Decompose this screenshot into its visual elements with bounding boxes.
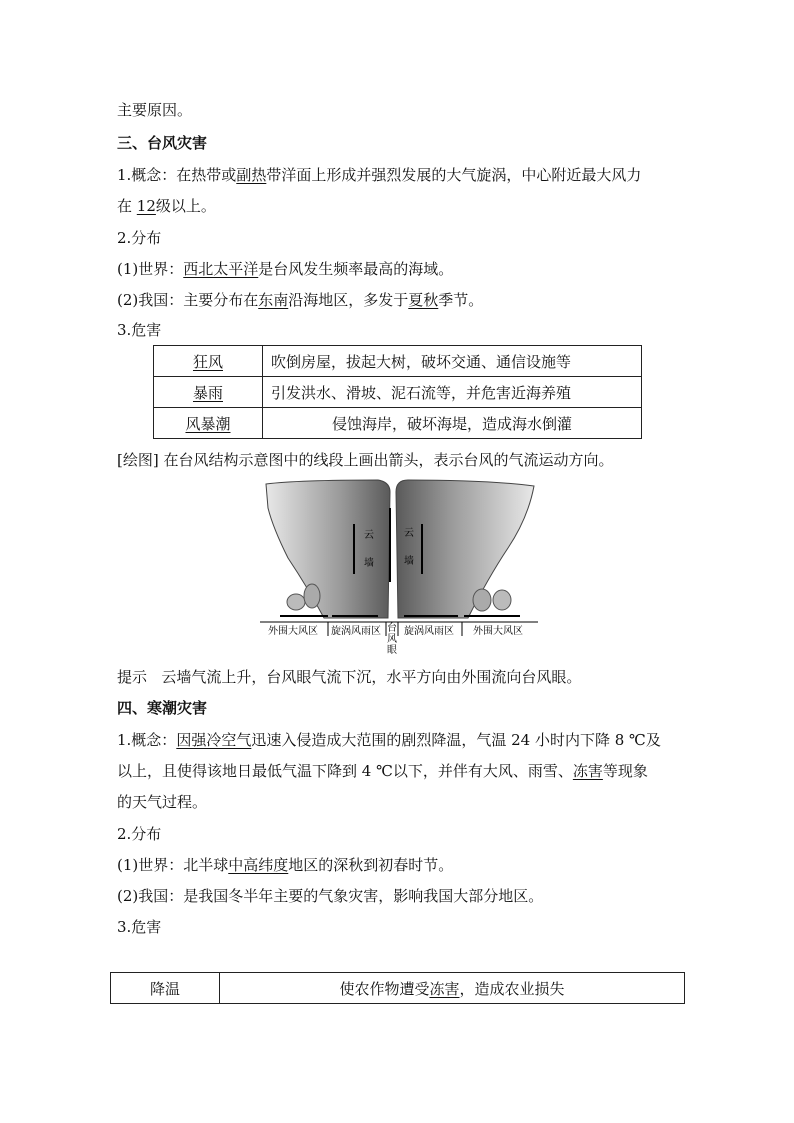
cloud-right bbox=[396, 480, 534, 618]
drawing-instruction: [绘图] 在台风结构示意图中的线段上画出箭头，表示台风的气流运动方向。 bbox=[117, 451, 614, 469]
answer-blank: 东南 bbox=[258, 291, 289, 309]
table-row bbox=[154, 377, 642, 408]
table-value: 引发洪水、滑坡、泥石流等，并危害近海养殖 bbox=[271, 383, 572, 402]
typhoon-dist-world: (1)世界：西北太平洋是台风发生频率最高的海域。 bbox=[117, 260, 454, 278]
typhoon-harm-title: 3.危害 bbox=[117, 321, 162, 339]
table-row: 降温 使农作物遭受冻害，造成农业损失 bbox=[111, 973, 685, 1004]
answer-blank: 西北太平洋 bbox=[183, 260, 259, 278]
zone-label: 旋涡风雨区 bbox=[331, 626, 381, 637]
cold-dist-title: 2.分布 bbox=[117, 825, 162, 843]
cloud-wall-label: 墙 bbox=[404, 556, 414, 567]
typhoon-concept-cont: 在 12级以上。 bbox=[117, 197, 216, 215]
cloud-left bbox=[266, 480, 390, 618]
table-key: 狂风 bbox=[192, 352, 223, 371]
table-row bbox=[154, 408, 642, 439]
table-value: 吹倒房屋，拔起大树，破坏交通、通信设施等 bbox=[271, 352, 572, 371]
cloud-wall-label: 云 bbox=[364, 530, 374, 541]
table-key: 暴雨 bbox=[192, 383, 223, 402]
answer-blank: 夏秋 bbox=[408, 291, 439, 309]
zone-label: 旋涡风雨区 bbox=[404, 626, 454, 637]
zone-label: 外围大风区 bbox=[268, 626, 318, 637]
cold-concept-cont: 以上，且使得该地日最低气温下降到 4 ℃以下，并伴有大风、雨雪、冻害等现象 bbox=[117, 762, 648, 780]
section-title-typhoon: 三、台风灾害 bbox=[117, 134, 208, 152]
table-key: 风暴潮 bbox=[185, 414, 231, 433]
cold-dist-china: (2)我国：是我国冬半年主要的气象灾害，影响我国大部分地区。 bbox=[117, 887, 544, 905]
table-key: 降温 bbox=[149, 979, 180, 998]
typhoon-concept: 1.概念：在热带或副热带洋面上形成并强烈发展的大气旋涡，中心附近最大风力 bbox=[117, 166, 642, 184]
typhoon-structure-diagram bbox=[258, 478, 540, 656]
cloud-wall-label: 云 bbox=[404, 528, 414, 539]
text-line: 主要原因。 bbox=[117, 101, 193, 119]
table-row bbox=[154, 346, 642, 377]
eye-label: 台 bbox=[387, 623, 397, 634]
zone-label: 外围大风区 bbox=[473, 626, 523, 637]
cloud-puff bbox=[493, 590, 511, 610]
cloud-puff bbox=[287, 594, 305, 610]
typhoon-hazard-table bbox=[153, 345, 642, 439]
cold-concept-cont: 的天气过程。 bbox=[117, 793, 208, 811]
cold-dist-world: (1)世界：北半球中高纬度地区的深秋到初春时节。 bbox=[117, 856, 454, 874]
answer-blank: 冻害 bbox=[572, 762, 603, 780]
eye-label: 风 bbox=[387, 634, 397, 645]
table-value: 侵蚀海岸，破坏海堤，造成海水倒灌 bbox=[331, 414, 572, 433]
answer-blank: 12 bbox=[136, 197, 156, 215]
section-title-cold-wave: 四、寒潮灾害 bbox=[117, 699, 208, 717]
cold-harm-title: 3.危害 bbox=[117, 918, 162, 936]
answer-blank: 因强冷空气 bbox=[176, 731, 252, 749]
hint-line: 提示 云墙气流上升，台风眼气流下沉，水平方向由外围流向台风眼。 bbox=[117, 668, 582, 686]
cloud-wall-label: 墙 bbox=[364, 558, 374, 569]
eye-label: 眼 bbox=[387, 645, 397, 656]
cloud-puff bbox=[473, 589, 491, 611]
answer-blank: 副热 bbox=[236, 166, 267, 184]
answer-blank: 中高纬度 bbox=[228, 856, 289, 874]
cloud-puff bbox=[304, 584, 320, 608]
typhoon-dist-china: (2)我国：主要分布在东南沿海地区，多发于夏秋季节。 bbox=[117, 291, 484, 309]
cold-concept: 1.概念：因强冷空气迅速入侵造成大范围的剧烈降温，气温 24 小时内下降 8 ℃及 bbox=[117, 731, 661, 749]
cold-wave-hazard-table bbox=[110, 972, 685, 1004]
typhoon-dist-title: 2.分布 bbox=[117, 229, 162, 247]
answer-blank: 冻害 bbox=[429, 979, 460, 998]
